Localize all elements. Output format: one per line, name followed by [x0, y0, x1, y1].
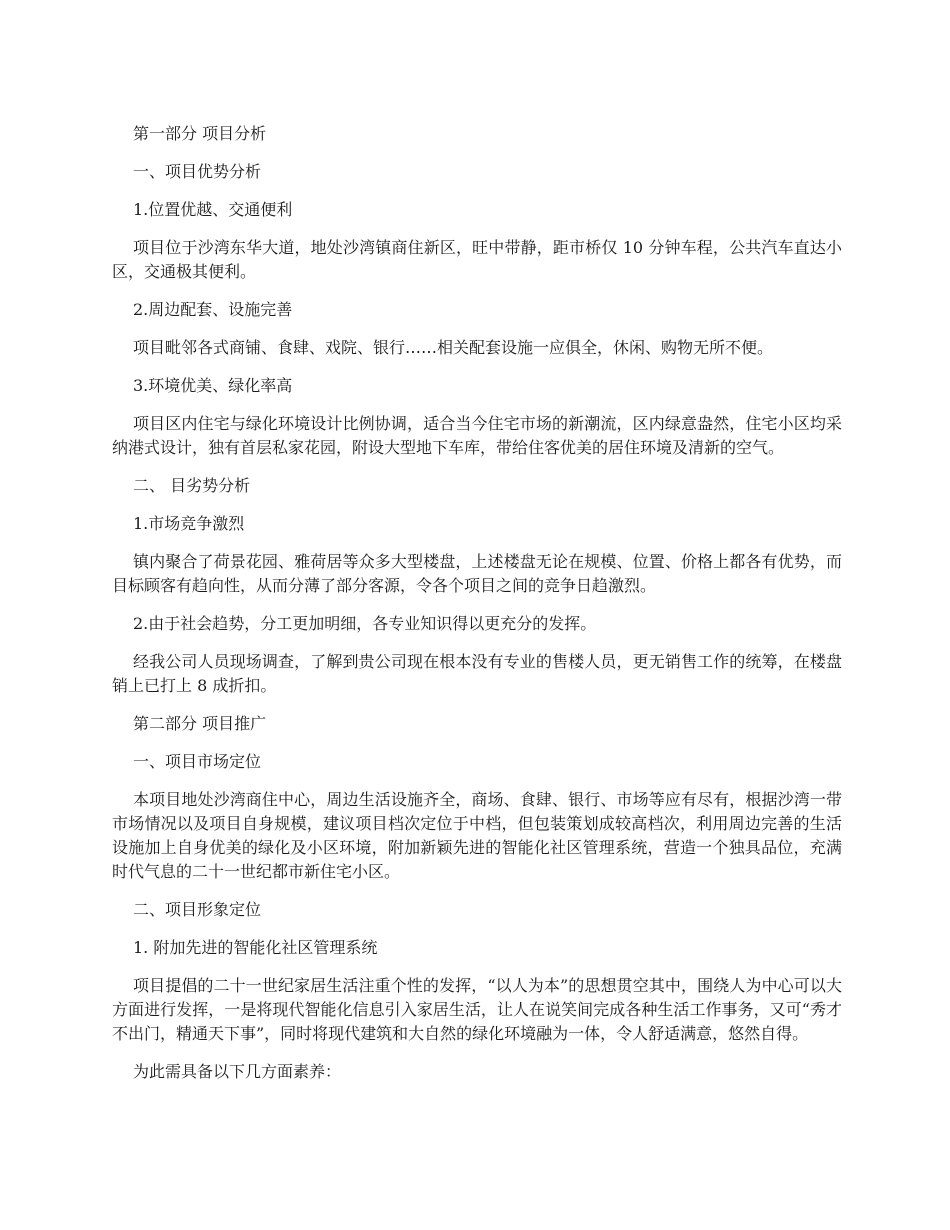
body-paragraph: 本项目地处沙湾商住中心，周边生活设施齐全，商场、食肆、银行、市场等应有尽有，根据沙湾一带市场情况以及项目自身规模，建议项目档次定位于中档，但包装策划成较高档次，利用周边完善的生活设施加上自身优美的绿化及小区环境，附加新颖先进的智能化社区管理系统，营造一个独具品位，充满时代气息的二十一世纪都市新住宅小区。 [112, 790, 842, 881]
part-heading: 第二部分 项目推广 [133, 714, 267, 733]
section-heading: 二、 目劣势分析 [133, 476, 251, 495]
section-heading: 二、项目形象定位 [133, 900, 262, 919]
subsection-heading: 1. 附加先进的智能化社区管理系统 [133, 938, 378, 957]
body-paragraph: 项目提倡的二十一世纪家居生活注重个性的发挥，“以人为本”的思想贯空其中，围绕人为中心可以大方面进行发挥，一是将现代智能化信息引入家居生活，让人在说笑间完成各种生活工作事务，又可“秀才不出门，精通天下事”，同时将现代建筑和大自然的绿化环境融为一体，令人舒适满意，悠然自得。 [112, 976, 842, 1043]
body-paragraph: 为此需具备以下几方面素养： [133, 1062, 342, 1081]
subsection-heading: 3.环境优美、绿化率高 [133, 376, 293, 395]
subsection-heading: 1.市场竞争激烈 [133, 514, 245, 533]
body-paragraph: 项目区内住宅与绿化环境设计比例协调，适合当今住宅市场的新潮流，区内绿意盎然，住宅小区均采纳港式设计，独有首层私家花园，附设大型地下车库，带给住客优美的居住环境及清新的空气。 [112, 414, 842, 457]
subsection-heading: 1.位置优越、交通便利 [133, 200, 293, 219]
body-paragraph: 项目位于沙湾东华大道，地处沙湾镇商住新区，旺中带静，距市桥仅 10 分钟车程，公共汽车直达小区，交通极其便利。 [112, 238, 842, 281]
body-paragraph: 镇内聚合了荷景花园、雅荷居等众多大型楼盘，上述楼盘无论在规模、位置、价格上都各有优势，而目标顾客有趋向性，从而分薄了部分客源，令各个项目之间的竞争日趋激烈。 [112, 552, 842, 595]
part-heading: 第一部分 项目分析 [133, 124, 267, 143]
subsection-heading: 2.周边配套、设施完善 [133, 300, 293, 319]
body-paragraph: 项目毗邻各式商铺、食肆、戏院、银行……相关配套设施一应俱全，休闲、购物无所不便。 [133, 338, 774, 357]
section-heading: 一、项目市场定位 [133, 752, 262, 771]
section-heading: 一、项目优势分析 [133, 162, 262, 181]
subsection-heading: 2.由于社会趋势，分工更加明细，各专业知识得以更充分的发挥。 [133, 614, 597, 633]
body-paragraph: 经我公司人员现场调查，了解到贵公司现在根本没有专业的售楼人员，更无销售工作的统筹，在楼盘销上已打上 8 成折扣。 [112, 652, 842, 695]
document-page [112, 122, 842, 1098]
